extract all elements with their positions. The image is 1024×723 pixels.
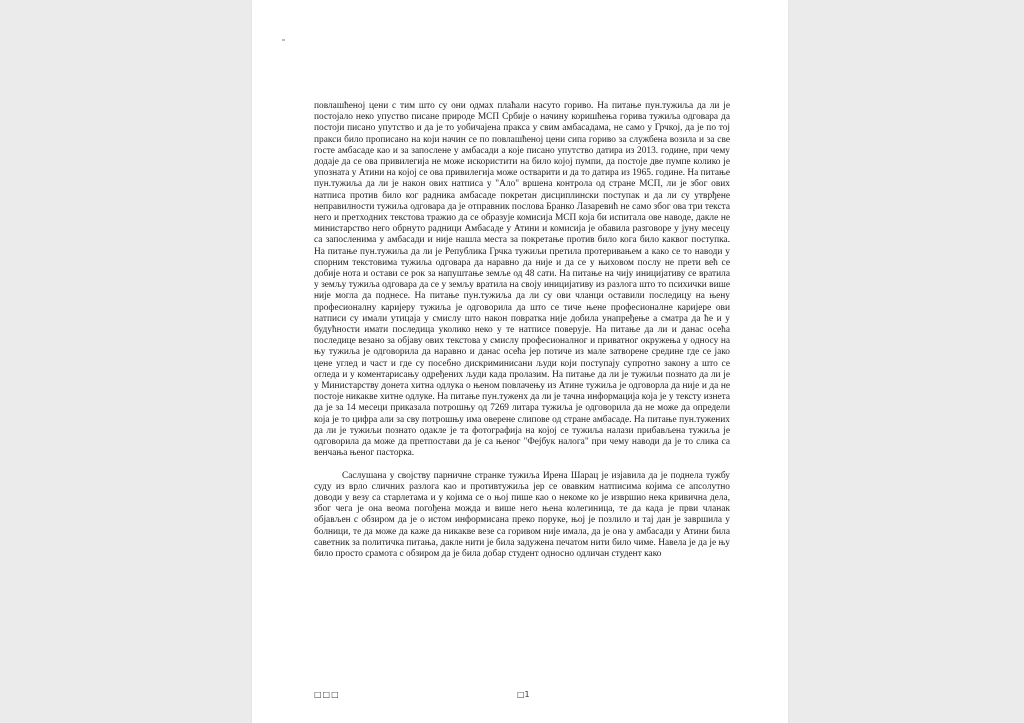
document-body (314, 101, 730, 560)
paragraph-testimony-tuzilja: повлашћеној цени с тим што су они одмах плаћали насуто гориво. На питање пун.тужиља да ли је постојало неко упуство писане природе МСП Србије о начину коришћења горива тужиља одговара да постоји писано упутство и да је то уобичајена пракса у свим амбасадама, не само у Грчкој, да је по тој пракси било прописано на који начин се по повлашћеној цени сипа гориво за службена возила и за све госте амбасаде као и за запослене у амбасади а које писано упутство датира из 2013. године, при чему додаје да се ова привилегија не може искористити на било којој пумпи, да постоје две пумпе колико је упозната у Атини на којој се ова привилегија може остварити и да то датира из 1965. године. На питање пун.тужиља да ли је након ових натписа у "Ало" вршена контрола од стране МСП, ли је због ових натписа против било ког радника амбасаде покретан дисциплински поступак и да ли су утврђене неправилности тужиља одговара да је отправник послова Бранко Лазаревић не само због ова три текста него и претходних текстова тражио да се образује комисија МСП која би испитала ове наводе, дакле не министарство него обрнуто радници Амбасаде у Атини и комисија је обавила разговоре у јуну месецу са запосленима у амбасади и није нашла места за покретање против било кога било каквог поступка. На питање пун.тужиља да ли је Република Грчка тужиљи претила протеривањем а како се то наводи у спорним текстовима тужиља одговара да наравно да није и да се у њиховом послу не прети већ се добије нота и остави се рок за напуштање земље од 48 сати. На питање на чију иницијативу се вратила у земљу тужиља одговара да се у земљу вратила на своју иницијативу из разлога што то психички више није могла да поднесе. На питање пун.тужиља да ли су ови чланци оставили последицу на њену професионалну каријеру тужиља је одговорила да што се тиче њене професионалне каријере ови натписи су имали утицаја у смислу што након повратка није добила унапређење а сматра да ће и у будућности имати последица уколико неко у те натписе поверује. На питање да ли и данас осећа последице везано за објаву ових текстова у смислу професионалног и приватног окружења у односу на њу тужиља је одговорила да наравно и данас осећа јер потиче из мале затворене средине где се јако цене углед и част и где су посебно дискриминисани људи који поступају супротно закону а што се огледа и у коментарисању одређених људи када пролазим. На питање да ли је тужиљи познато да ли је у Министарству донета хитна одлука о њеном повлачењу из Атине тужиља је одговорла да није и да не постоје никакве хитне одлуке. На питање пун.туженх да ли је тачна информација која је у тексту изнета да је за 14 месеци приказала потрошњу од 7269 литара тужиља је одговорила да не може да определи која је то цифра али за сву потрошњу има оверене слипове од стране амбасаде. На питање пун.тужених да ли је тужиљи познато одакле је та фотографија на којој се тужиља налази прибављена тужиља је одговорила да може да претпостави да је са њеног "Фејбук налога" при чему наводи да је то слика са венчања њеног пасторка. (314, 101, 730, 459)
document-page (252, 0, 788, 723)
footer-marker: □□□ (314, 690, 340, 699)
paragraph-testimony-irena-sarac: Саслушана у својству парничне странке тужиља Ирена Шарац је изјавила да је поднела тужбу суду из врло сличних разлога као и противтужиља јер се овавким натписима којима се апсолутно доводи у везу са старлетама и у којима се о њој пише као о некоме ко је извршио нека кривична дела, због чега је она веома погођена можда и више него њена колегиница, те да када је први чланак објављен с обзиром да је о истом информисана преко поруке, њој је позлило и тај дан је завршила у болници, те да може да каже да никакве везе са горивом није имала, да је она у амбасади у Атини била саветник за политичка питања, дакле нити је била задужена печатом нити било чиме. Навела је да је њу било просто срамота с обзиром да је била добар студент односно одличан студент како (314, 470, 730, 559)
scan-artifact (282, 39, 285, 41)
page-number: □1 (517, 690, 530, 699)
